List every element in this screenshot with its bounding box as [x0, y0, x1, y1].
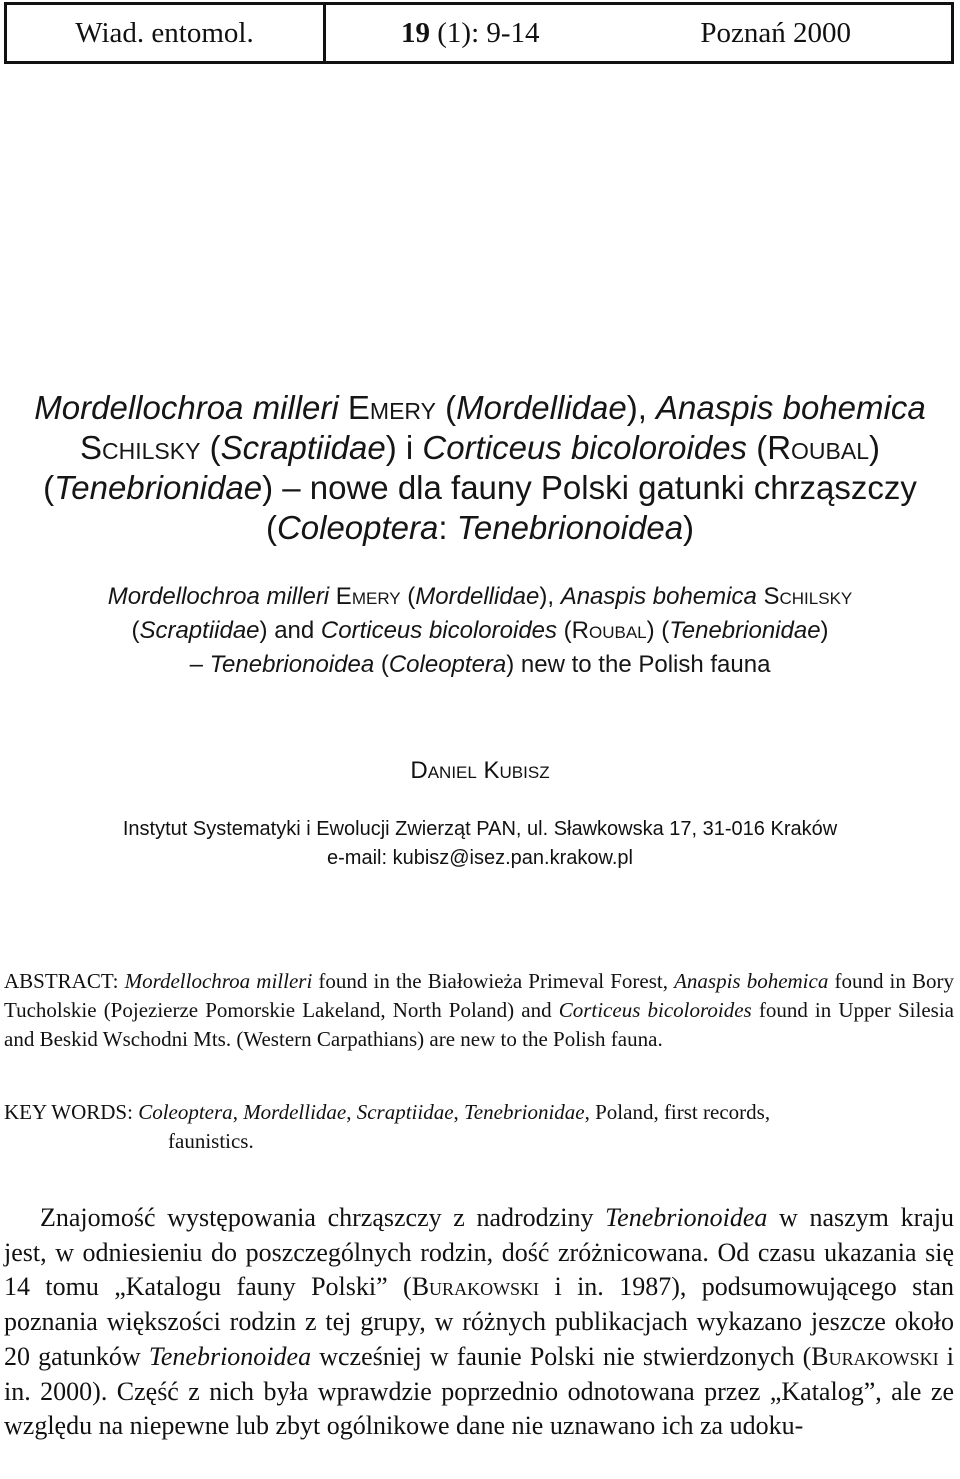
title-en-text: Emery (: [329, 583, 416, 610]
title-order: Coleoptera: [276, 509, 439, 546]
title-english: [0, 580, 960, 682]
title-species-2: Anaspis bohemica: [656, 389, 926, 426]
journal-name: Wiad. entomol.: [75, 16, 254, 49]
title-family-3: Tenebrionidae: [54, 469, 263, 506]
keywords: [4, 1098, 954, 1156]
title-text: (: [200, 429, 221, 466]
abstract: [4, 967, 954, 1054]
title-en-text: –: [189, 651, 210, 678]
affiliation-address: Instytut Systematyki i Ewolucji Zwierząt PAN, ul. Sławkowska 17, 31-016 Kraków: [122, 818, 838, 840]
title-author: Schilsky: [80, 429, 201, 466]
keyword: Scraptiidae: [356, 1100, 454, 1124]
title-en-family-2: Scraptiidae: [139, 617, 260, 644]
keyword-sep: ,: [346, 1100, 357, 1124]
keyword: Tenebrionidae: [464, 1100, 585, 1124]
title-text: :: [438, 509, 457, 546]
title-text: ),: [626, 389, 657, 426]
title-species-3: Corticeus bicoloroides: [422, 429, 748, 466]
title-en-author: (Roubal) (: [557, 617, 670, 644]
title-species-1: Mordellochroa milleri: [34, 389, 339, 426]
title-en-text: (: [131, 617, 140, 644]
title-text: (: [43, 469, 55, 506]
title-text: ) i: [385, 429, 423, 466]
title-polish: [0, 388, 960, 548]
body-text: i in. 2000). Część z nich była wprawdzie poprzednio odnotowana przez „Katalog”, ale ze względu na niepewne lub zbyt ogólnikowe dane nie uznawano ich za udoku-: [4, 1341, 954, 1441]
keyword-continued: faunistics.: [168, 1129, 254, 1153]
keyword-sep: ,: [232, 1100, 244, 1124]
title-en-superfamily: Tenebrionoidea: [209, 651, 375, 678]
keywords-label: KEY WORDS:: [4, 1100, 139, 1124]
title-text: ): [683, 509, 695, 546]
title-superfamily: Tenebrionoidea: [456, 509, 684, 546]
body-text: w naszym kraju jest, w odniesieniu do poszczególnych rodzin, dość zróżnicowana. Od czasu ukazania się 14 tomu „Katalogu fauny Polski” (: [4, 1203, 954, 1302]
affiliation: [0, 815, 960, 873]
abstract-label: ABSTRACT:: [4, 969, 125, 993]
title-family-2: Scraptiidae: [220, 429, 386, 466]
title-en-text: ),: [539, 583, 561, 610]
title-en-author: Schilsky: [756, 583, 853, 610]
keyword-sep: ,: [453, 1100, 465, 1124]
journal-header: [4, 2, 954, 64]
title-en-text: ) and: [259, 617, 321, 644]
title-en-family-1: Mordellidae: [415, 583, 540, 610]
title-en-text: ): [820, 617, 829, 644]
body-citation-author: Burakowski: [411, 1272, 540, 1302]
place-year: Poznań 2000: [700, 16, 851, 49]
body-text: wcześniej w faunie Polski nie stwierdzonych (: [311, 1341, 812, 1371]
body-citation-author: Burakowski: [811, 1341, 939, 1371]
issue-info: [326, 17, 701, 50]
abstract-species: Corticeus bicoloroides: [558, 998, 752, 1022]
title-en-species-2: Anaspis bohemica: [560, 583, 757, 610]
body-taxon: Tenebrionoidea: [148, 1341, 312, 1371]
abstract-species: Mordellochroa milleri: [124, 969, 313, 993]
title-text: Emery (: [338, 389, 457, 426]
volume-number: 19: [401, 16, 430, 49]
body-text: Znajomość występowania chrząszczy z nadrodziny: [40, 1203, 606, 1232]
title-text: (: [265, 509, 277, 546]
body-taxon: Tenebrionoidea: [605, 1203, 768, 1232]
abstract-text: found in Upper Silesia and Beskid Wschodni Mts. (Western Carpathians) are new to the Polish fauna.: [4, 998, 954, 1051]
affiliation-email: e-mail: kubisz@isez.pan.krakow.pl: [327, 847, 633, 869]
title-en-family-3: Tenebrionidae: [669, 617, 821, 644]
title-en-species-1: Mordellochroa milleri: [107, 583, 330, 610]
keyword: Mordellidae: [243, 1100, 347, 1124]
title-en-order: Coleoptera: [388, 651, 507, 678]
abstract-species: Anaspis bohemica: [674, 969, 829, 993]
keyword: Coleoptera: [138, 1100, 233, 1124]
keyword-rest: , Poland, first records,: [584, 1100, 771, 1124]
author-name: Daniel Kubisz: [410, 757, 550, 784]
title-en-text: (: [374, 651, 389, 678]
title-family-1: Mordellidae: [456, 389, 627, 426]
title-text: ) – nowe dla fauny Polski gatunki chrząszczy: [262, 469, 917, 506]
body-paragraph: [4, 1201, 954, 1444]
issue-pages: (1): 9-14: [430, 16, 540, 49]
title-author: (Roubal): [747, 429, 880, 466]
title-en-species-3: Corticeus bicoloroides: [320, 617, 558, 644]
abstract-text: found in Bory Tucholskie (Pojezierze Pomorskie Lakeland, North Poland) and: [4, 969, 954, 1022]
body-text: i in. 1987), podsumowującego stan poznania większości rodzin z tej grupy, w różnych publikacjach wykazano jeszcze około 20 gatunków: [4, 1272, 955, 1371]
title-en-text: ) new to the Polish fauna: [506, 651, 771, 678]
abstract-text: found in the Białowieża Primeval Forest,: [312, 969, 675, 993]
